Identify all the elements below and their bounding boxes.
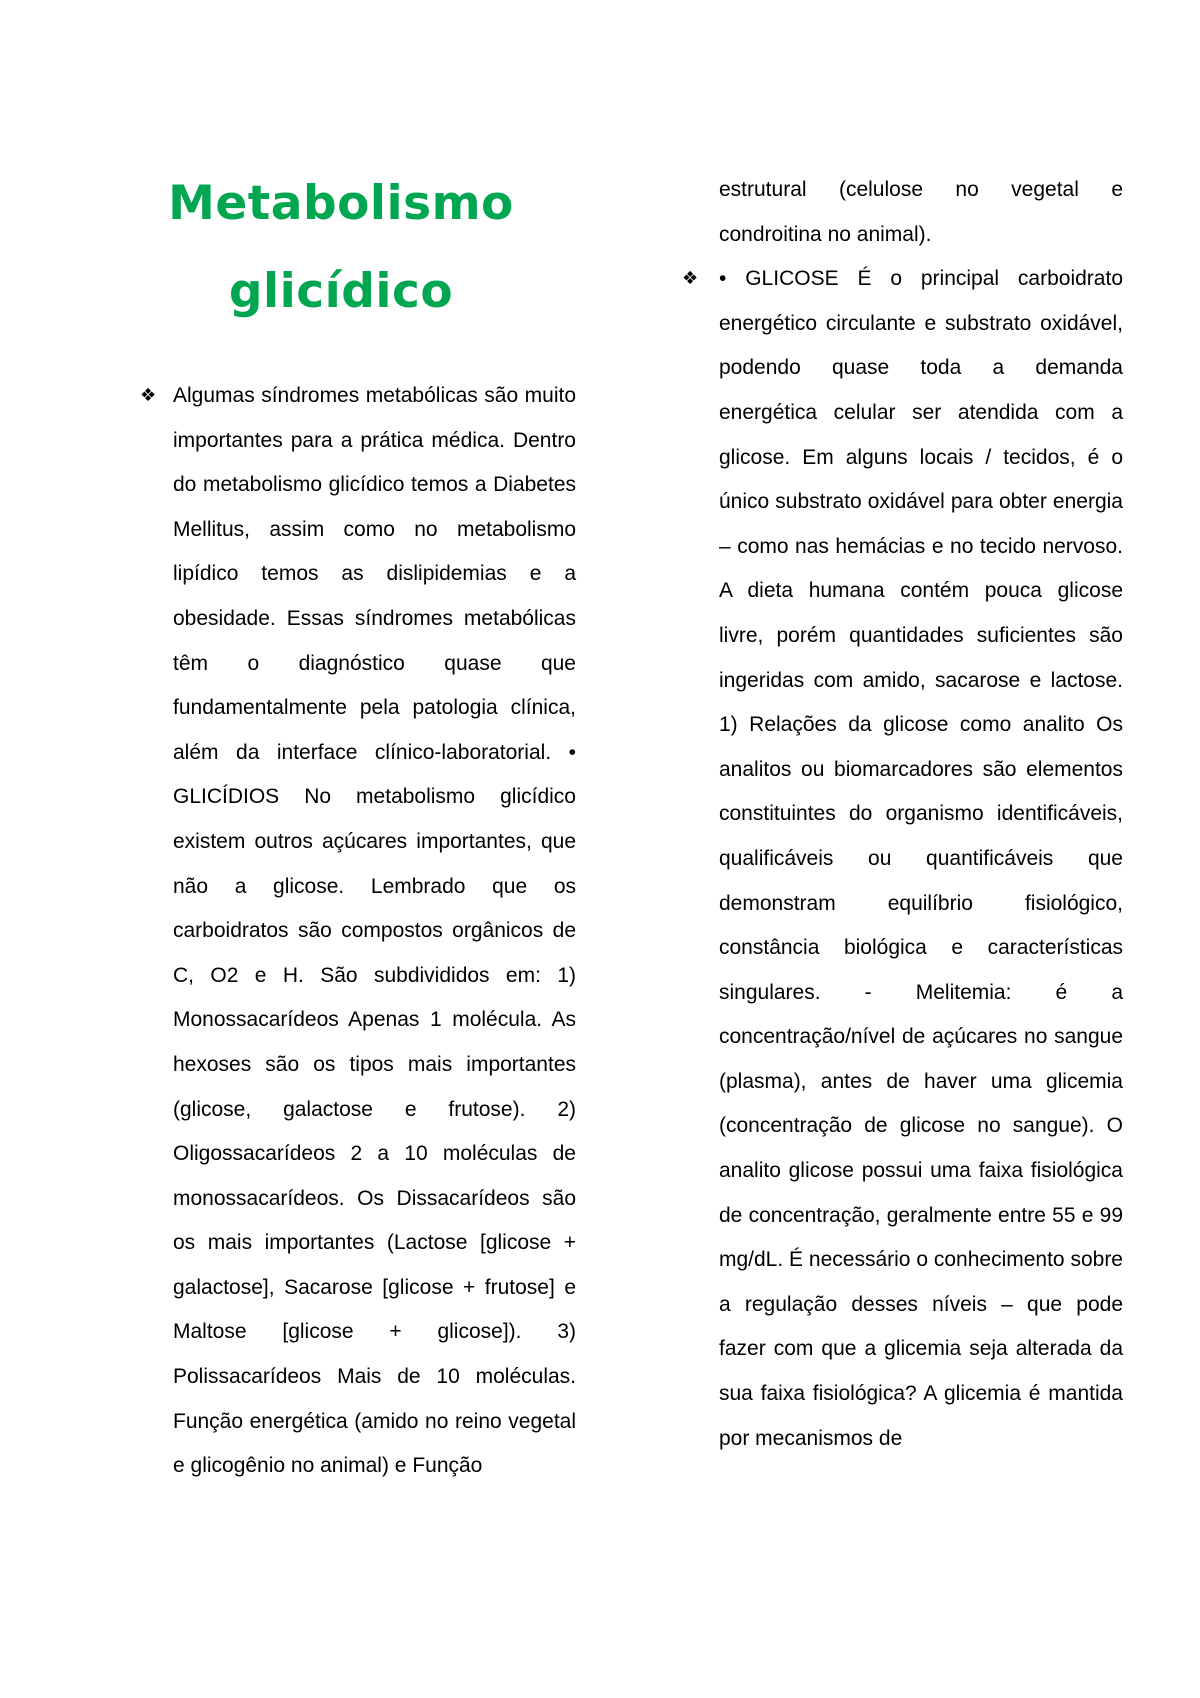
title-line-1: Metabolismo <box>168 176 514 231</box>
right-bullet-item <box>682 257 1123 1461</box>
diamond-bullet-icon: ❖ <box>682 268 699 290</box>
right-column <box>682 168 1123 1461</box>
right-continuation-block <box>682 168 1123 257</box>
left-paragraph: Algumas síndromes metabólicas são muito importantes para a prática médica. Dentro do metabolismo glicídico temos a Diabetes Mellitus, assim como no metabolismo lipídico temos as dislipidemias e a obesidade. Essas síndromes metabólicas têm o diagnóstico quase que fundamentalmente pela patologia clínica, além da interface clínico-laboratorial. • GLICÍDIOS No metabolismo glicídico existem outros açúcares importantes, que não a glicose. Lembrado que os carboidratos são compostos orgânicos de C, O2 e H. São subdivididos em: 1) Monossacarídeos Apenas 1 molécula. As hexoses são os tipos mais importantes (glicose, galactose e frutose). 2) Oligossacarídeos 2 a 10 moléculas de monossacarídeos. Os Dissacarídeos são os mais importantes (Lactose [glicose + galactose], Sacarose [glicose + frutose] e Maltose [glicose + glicose]). 3) Polissacarídeos Mais de 10 moléculas. Função energética (amido no reino vegetal e glicogênio no animal) e Função <box>173 384 576 1478</box>
document-title <box>136 160 546 336</box>
right-continuation-text: estrutural (celulose no vegetal e condroitina no animal). <box>719 178 1123 246</box>
right-paragraph: • GLICOSE É o principal carboidrato energético circulante e substrato oxidável, podendo quase toda a demanda energética celular ser atendida com a glicose. Em alguns locais / tecidos, é o único substrato oxidável para obter energia – como nas hemácias e no tecido nervoso. A dieta humana contém pouca glicose livre, porém quantidades suficientes são ingeridas com amido, sacarose e lactose. 1) Relações da glicose como analito Os analitos ou biomarcadores são elementos constituintes do organismo identificáveis, qualificáveis ou quantificáveis que demonstram equilíbrio fisiológico, constância biológica e características singulares. - Melitemia: é a concentração/nível de açúcares no sangue (plasma), antes de haver uma glicemia (concentração de glicose no sangue). O analito glicose possui uma faixa fisiológica de concentração, geralmente entre 55 e 99 mg/dL. É necessário o conhecimento sobre a regulação desses níveis – que pode fazer com que a glicemia seja alterada da sua faixa fisiológica? A glicemia é mantida por mecanismos de <box>719 267 1123 1450</box>
diamond-bullet-icon: ❖ <box>140 385 157 406</box>
left-column <box>136 160 576 1489</box>
left-bullet-item <box>136 374 576 1489</box>
title-line-2: glicídico <box>228 264 454 319</box>
